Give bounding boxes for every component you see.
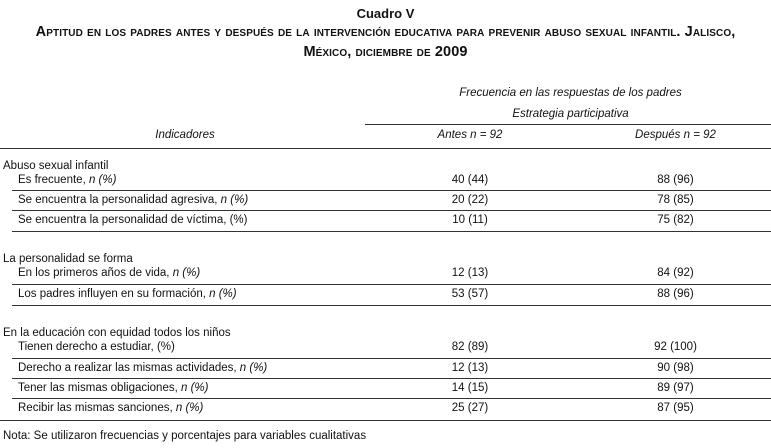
header-estrategia: Estrategia participativa bbox=[512, 108, 629, 120]
row-label: Se encuentra la personalidad de víctima, (%) bbox=[18, 214, 248, 226]
cell-antes: 53 (57) bbox=[451, 288, 489, 300]
table-title-line2: México, diciembre de 2009 bbox=[303, 44, 468, 60]
row-label: En los primeros años de vida, n (%) bbox=[18, 267, 201, 279]
row-divider bbox=[12, 358, 771, 359]
row-divider bbox=[12, 378, 771, 379]
table-row bbox=[0, 212, 771, 231]
table-row bbox=[0, 265, 771, 284]
table-label: Cuadro V bbox=[356, 6, 415, 21]
row-divider bbox=[12, 231, 771, 232]
table-title bbox=[0, 22, 771, 62]
cell-despues: 84 (92) bbox=[657, 267, 694, 279]
cell-antes: 14 (15) bbox=[451, 382, 489, 394]
table-bottom-rule bbox=[0, 420, 771, 421]
table-title-line1: Aptitud en los padres antes y después de la intervención educativa para prevenir abuso sexual infantil. Jalisco, bbox=[35, 24, 736, 40]
cell-antes: 40 (44) bbox=[451, 174, 489, 186]
row-label: Es frecuente, n (%) bbox=[18, 174, 117, 186]
header-frecuencia: Frecuencia en las respuestas de los padres bbox=[459, 87, 682, 99]
cell-antes: 12 (13) bbox=[451, 267, 489, 279]
group-title: En la educación con equidad todos los niños bbox=[3, 327, 231, 339]
row-label: Los padres influyen en su formación, n (%) bbox=[18, 288, 237, 300]
cell-despues: 75 (82) bbox=[657, 214, 694, 226]
group-title: Abuso sexual infantil bbox=[3, 160, 109, 172]
cell-antes: 12 (13) bbox=[451, 362, 489, 374]
table-note: Nota: Se utilizaron frecuencias y porcentajes para variables cualitativas bbox=[3, 430, 367, 442]
row-divider bbox=[12, 190, 771, 191]
cell-antes: 25 (27) bbox=[451, 402, 489, 414]
cell-antes: 20 (22) bbox=[451, 194, 489, 206]
group-title: La personalidad se forma bbox=[3, 253, 133, 265]
table-row bbox=[0, 400, 771, 419]
table-row bbox=[0, 360, 771, 379]
cell-despues: 87 (95) bbox=[657, 402, 694, 414]
row-divider bbox=[12, 210, 771, 211]
header-despues: Después n = 92 bbox=[635, 129, 716, 141]
header-rule-bottom bbox=[0, 148, 771, 149]
cell-antes: 10 (11) bbox=[452, 214, 488, 226]
table-row bbox=[0, 339, 771, 358]
table-row bbox=[0, 286, 771, 305]
header-rule-top bbox=[365, 124, 771, 125]
cell-despues: 78 (85) bbox=[657, 194, 694, 206]
row-label: Tener las mismas obligaciones, n (%) bbox=[18, 382, 209, 394]
row-label: Se encuentra la personalidad agresiva, n (%) bbox=[18, 194, 249, 206]
row-label: Tienen derecho a estudiar, (%) bbox=[18, 341, 175, 353]
row-divider bbox=[12, 284, 771, 285]
row-divider bbox=[12, 398, 771, 399]
cell-despues: 89 (97) bbox=[657, 382, 694, 394]
row-label: Recibir las mismas sanciones, n (%) bbox=[18, 402, 204, 414]
cell-despues: 92 (100) bbox=[654, 341, 697, 353]
table-row bbox=[0, 172, 771, 191]
table-row bbox=[0, 380, 771, 399]
cell-despues: 88 (96) bbox=[657, 288, 694, 300]
cell-despues: 88 (96) bbox=[657, 174, 694, 186]
header-indicadores: Indicadores bbox=[155, 129, 215, 141]
row-label: Derecho a realizar las mismas actividades, n (%) bbox=[18, 362, 268, 374]
cell-antes: 82 (89) bbox=[451, 341, 489, 353]
cell-despues: 90 (98) bbox=[657, 362, 694, 374]
table-row bbox=[0, 192, 771, 211]
header-antes: Antes n = 92 bbox=[437, 129, 503, 141]
row-divider bbox=[12, 305, 771, 306]
